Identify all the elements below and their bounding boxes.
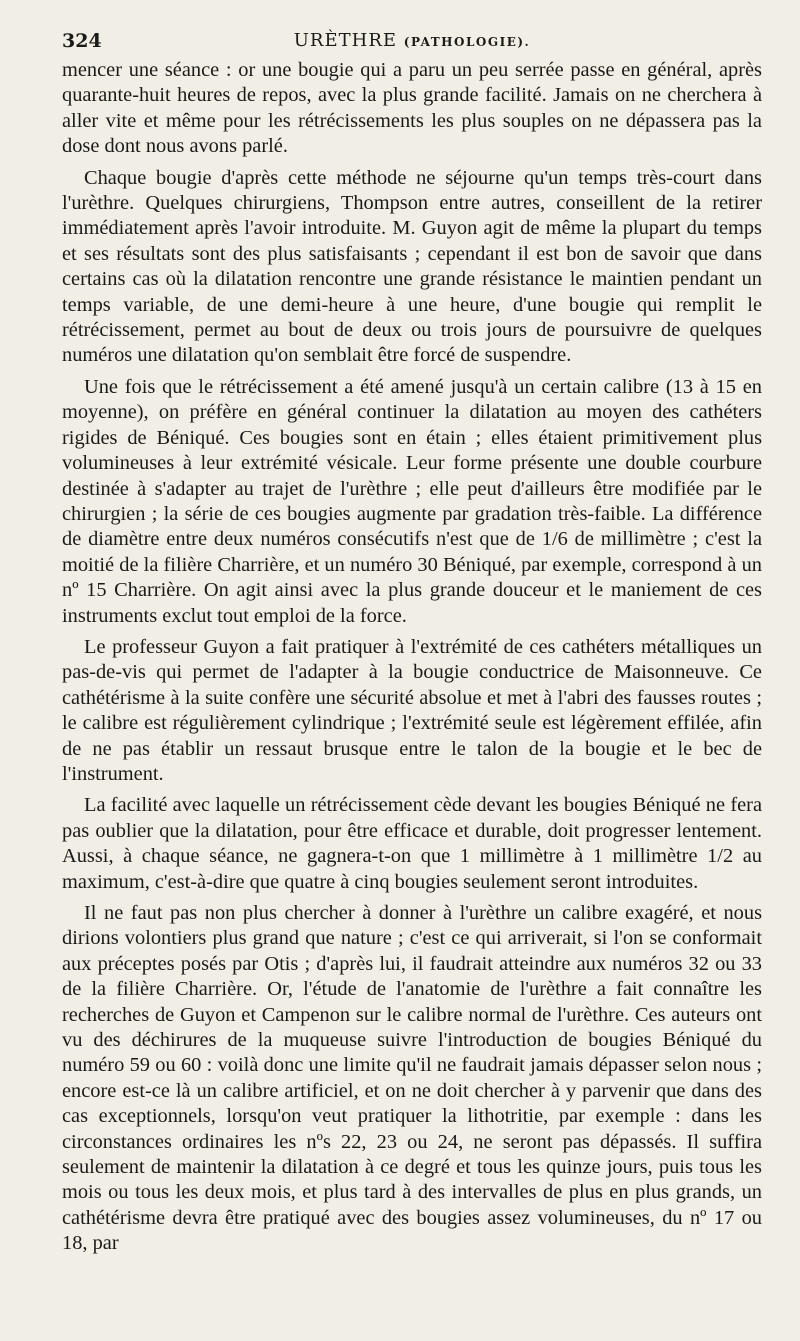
title-main: URÈTHRE (293, 30, 398, 51)
paragraph-6: Il ne faut pas non plus chercher à donner à l'urèthre un calibre exagéré, et nous dirions volontiers plus grand que nature ; c'est ce qui arriverait, si l'on se conformait aux préceptes posés par Otis ; d'après lui, il faudrait atteindre aux numéros 32 ou 33 de la filière Charrière. Or, l'étude de l'anatomie de l'urèthre a fait connaître les recherches de Guyon et Campenon sur le calibre normal de l'urèthre. Ces auteurs ont vu des déchirures de la muqueuse suivre l'introduction de bougies Béniqué du numéro 59 ou 60 : voilà donc une limite qu'il ne faudrait jamais dépasser selon nous ; encore est-ce là un calibre artificiel, et on ne doit chercher à y parvenir que dans des cas exceptionnels, lorsqu'on veut pratiquer la lithotritie, par exemple : dans les circonstances ordinaires les nºs 22, 23 ou 24, ne seront pas dépassés. Il suffira seulement de maintenir la dilatation à ce degré et tous les quinze jours, puis tous les mois ou tous les deux mois, et plus tard à des intervalles de plus en plus grands, un cathétérisme devra être pratiqué avec des bougies assez volumineuses, du nº 17 ou 18, par (62, 902, 762, 1255)
body-text (62, 58, 762, 1257)
running-header (62, 22, 762, 58)
page-number: 324 (62, 30, 102, 52)
running-title (62, 30, 762, 51)
paragraph-1: mencer une séance : or une bougie qui a paru un peu serrée passe en général, après quarante-huit heures de repos, avec la plus grande facilité. Jamais on ne cherchera à aller vite et même pour les rétrécissements les plus souples on ne dépassera pas la dose dont nous avons parlé. (62, 59, 762, 158)
paragraph-4: Le professeur Guyon a fait pratiquer à l'extrémité de ces cathéters métalliques un pas-de-vis qui permet de l'adapter à la bougie conductrice de Maisonneuve. Ce cathétérisme à la suite confère une sécurité absolue et met à l'abri des fausses routes ; le calibre est régulièrement cylindrique ; l'extrémité seule est légèrement effilée, afin de ne pas établir un ressaut brusque entre le talon de la bougie et le bec de l'instrument. (62, 635, 762, 785)
paragraph-5: La facilité avec laquelle un rétrécissement cède devant les bougies Béniqué ne fera pas oublier que la dilatation, pour être efficace et durable, doit progresser lentement. Aussi, à chaque séance, ne gagnera-t-on que 1 millimètre à 1 millimètre 1/2 au maximum, c'est-à-dire que quatre à cinq bougies seulement seront introduites. (62, 794, 762, 893)
paragraph-3: Une fois que le rétrécissement a été amené jusqu'à un certain calibre (13 à 15 en moyenne), on préfère en général continuer la dilatation au moyen des cathéters rigides de Béniqué. Ces bougies sont en étain ; elles étaient primitivement plus volumineuses à leur extrémité vésicale. Leur forme présente une double courbure destinée à s'adapter au trajet de l'urèthre ; elle peut d'ailleurs être modifiée par le chirurgien ; la série de ces bougies augmente par gradation très-faible. La différence de diamètre entre deux numéros consécutifs n'est que de 1/6 de millimètre ; c'est la moitié de la filière Charrière, et un numéro 30 Béniqué, par exemple, correspond à un nº 15 Charrière. On agit ainsi avec la plus grande douceur et le maniement de ces instruments exclut tout emploi de la force. (62, 375, 762, 627)
title-sub: (PATHOLOGIE). (403, 35, 531, 49)
paragraph-2: Chaque bougie d'après cette méthode ne séjourne qu'un temps très-court dans l'urèthre. Quelques chirurgiens, Thompson entre autres, conseillent de la retirer immédiatement après l'avoir introduite. M. Guyon agit de même la plupart du temps et ses résultats sont des plus satisfaisants ; cependant il est bon de savoir que dans certains cas où la dilatation rencontre une grande résistance le maintien pendant un temps variable, de une demi-heure à une heure, d'une bougie qui remplit le rétrécissement, permet au bout de deux ou trois jours de poursuivre de quelques numéros une dilatation qu'on semblait être forcé de suspendre. (62, 166, 762, 367)
